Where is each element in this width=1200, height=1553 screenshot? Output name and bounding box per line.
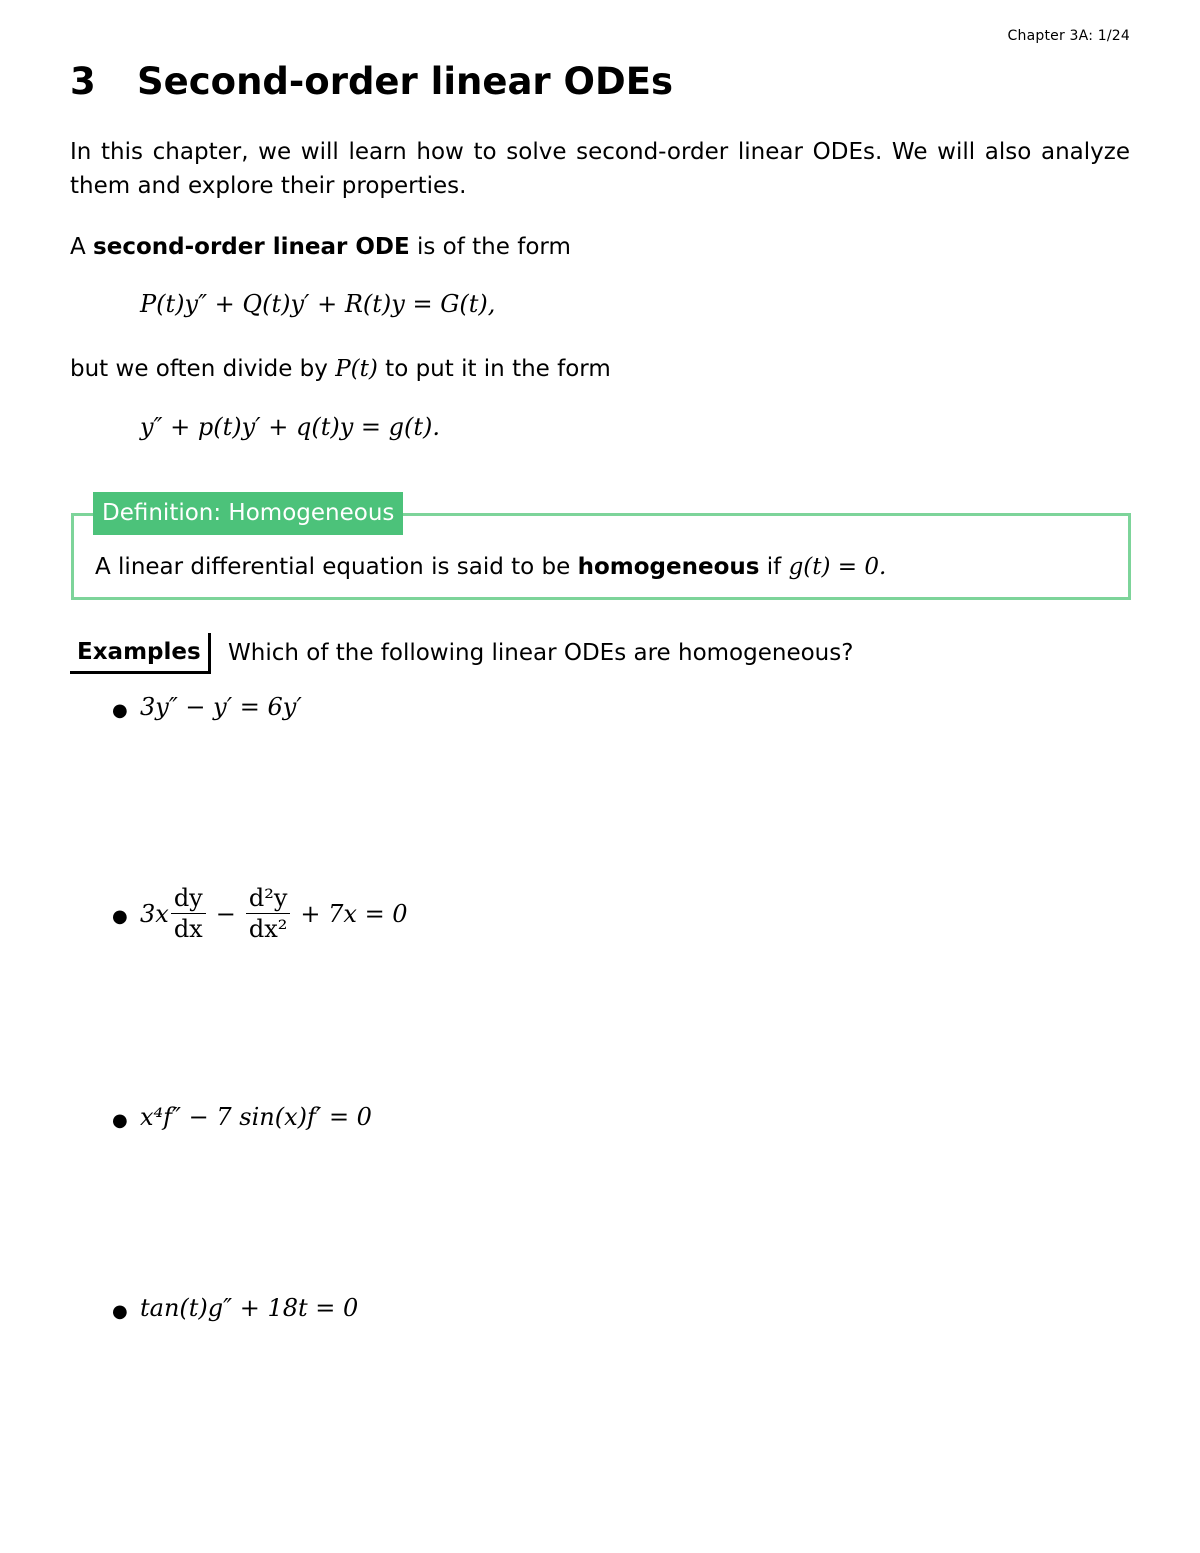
- fraction-2-denominator: dx²: [248, 915, 288, 943]
- form-term: second-order linear ODE: [93, 234, 410, 260]
- examples-label: Examples: [70, 633, 211, 674]
- form-sentence: [70, 230, 571, 264]
- example-3: [140, 1103, 372, 1131]
- definition-math: g(t) = 0.: [788, 554, 887, 580]
- page-number-label: Chapter 3A: 1/24: [1007, 28, 1130, 44]
- divide-suffix: to put it in the form: [377, 356, 611, 382]
- definition-title: Definition: Homogeneous: [93, 492, 403, 535]
- definition-middle: if: [759, 554, 789, 580]
- standard-equation-text: y″ + p(t)y′ + q(t)y = g(t).: [140, 413, 441, 441]
- divide-text: but we often divide by: [70, 356, 336, 382]
- section-number: 3: [70, 60, 96, 103]
- definition-text: [95, 550, 886, 584]
- example-3-text: x⁴f″ − 7 sin(x)f′ = 0: [140, 1103, 372, 1131]
- general-equation: [140, 290, 495, 318]
- fraction-d2y-dx2: [246, 883, 291, 944]
- bullet-icon: ●: [112, 1110, 128, 1131]
- example-2-prefix: 3x: [140, 899, 169, 928]
- divide-sentence: [70, 352, 611, 386]
- fraction-dy-dx: [171, 883, 206, 944]
- divide-math: P(t): [335, 356, 378, 382]
- section-title: Second-order linear ODEs: [137, 60, 674, 103]
- example-1: [140, 693, 302, 721]
- intro-paragraph: In this chapter, we will learn how to solve second-order linear ODEs. We will also analyze them and explore their properties.: [70, 139, 1130, 199]
- examples-question: Which of the following linear ODEs are homogeneous?: [228, 640, 854, 666]
- fraction-1-denominator: dx: [173, 915, 203, 943]
- example-2: [140, 883, 408, 944]
- form-suffix: is of the form: [409, 234, 571, 260]
- standard-equation: [140, 413, 440, 441]
- fraction-2-numerator: d²y: [246, 883, 291, 914]
- general-equation-text: P(t)y″ + Q(t)y′ + R(t)y = G(t),: [140, 290, 496, 318]
- example-4-text: tan(t)g″ + 18t = 0: [140, 1294, 359, 1322]
- bullet-icon: ●: [112, 1301, 128, 1322]
- example-2-minus: −: [215, 899, 236, 928]
- bullet-icon: ●: [112, 906, 128, 927]
- section-heading: [70, 60, 673, 103]
- bullet-icon: ●: [112, 700, 128, 721]
- fraction-1-numerator: dy: [171, 883, 206, 914]
- example-4: [140, 1294, 358, 1322]
- definition-prefix: A linear differential equation is said to be: [95, 554, 578, 580]
- form-prefix: A: [70, 234, 94, 260]
- definition-term: homogeneous: [577, 554, 760, 580]
- example-1-text: 3y″ − y′ = 6y′: [140, 693, 302, 721]
- example-2-suffix: + 7x = 0: [300, 899, 408, 928]
